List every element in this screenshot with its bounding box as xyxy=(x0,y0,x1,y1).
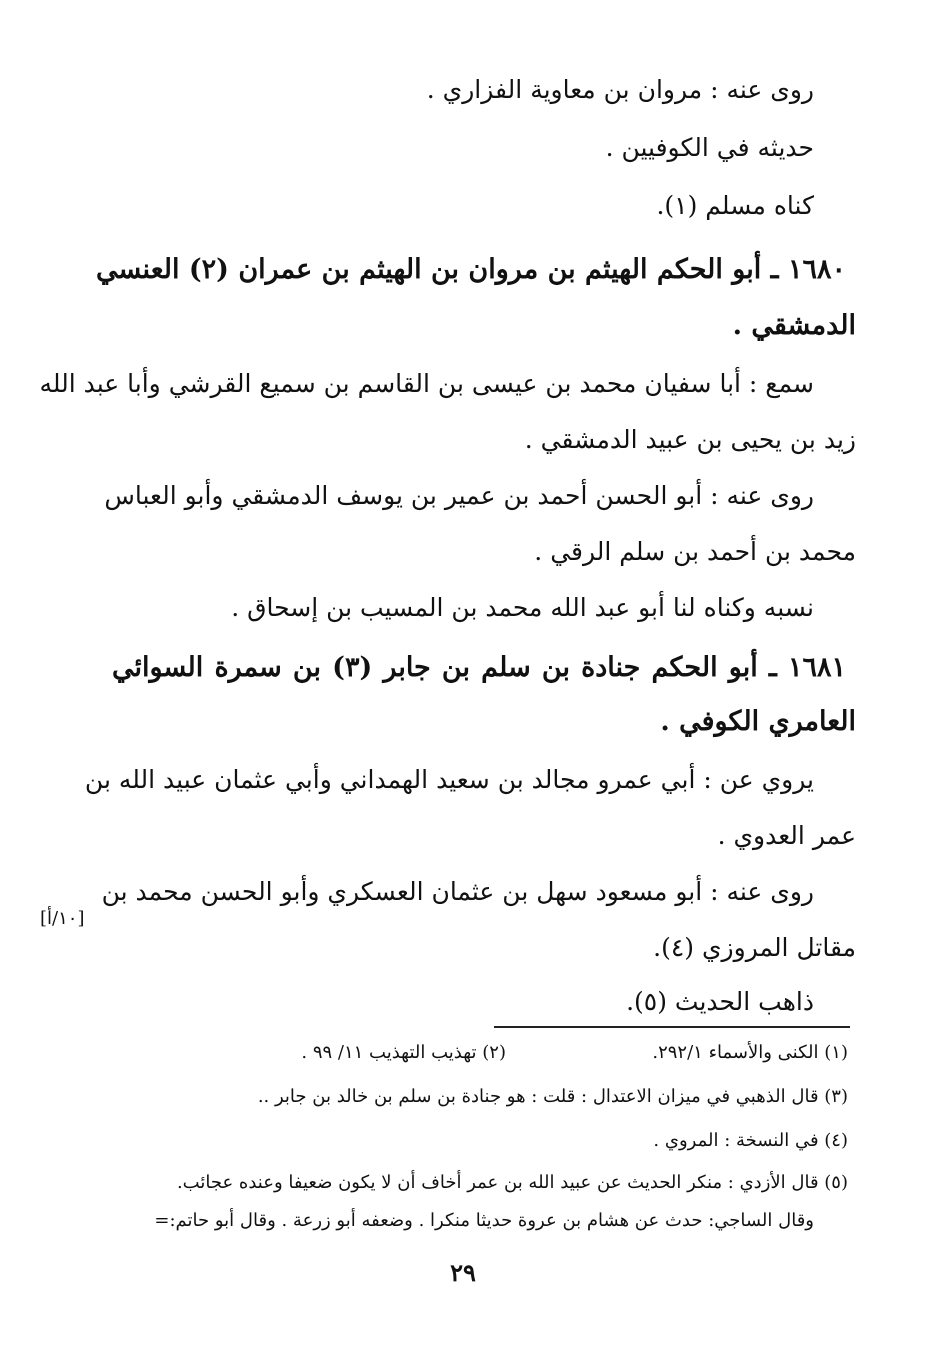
footnote-2: (٢) تهذيب التهذيب ١١/ ٩٩ . xyxy=(301,1042,506,1063)
footnote-1: (١) الكنى والأسماء ٢٩٢/١. xyxy=(652,1042,848,1063)
entry-heading-1681-line1: ١٦٨١ ـ أبو الحكم جنادة بن سلم بن جابر (٣) بن سمرة السوائي xyxy=(112,652,847,683)
margin-folio-note: [١٠/أ] xyxy=(40,908,85,929)
text-line-10: عمر العدوي . xyxy=(717,821,856,850)
page-number: ٢٩ xyxy=(450,1258,476,1287)
text-line-7: محمد بن أحمد بن سلم الرقي . xyxy=(534,537,856,566)
entry-heading-1680-line2: الدمشقي . xyxy=(732,310,856,341)
footnote-5-line1: (٥) قال الأزدي : منكر الحديث عن عبيد الله بن عمر أخاف أن لا يكون ضعيفا وعنده عجائب. xyxy=(176,1172,848,1193)
text-line-1: روى عنه : مروان بن معاوية الفزاري . xyxy=(426,75,814,104)
text-line-11: روى عنه : أبو مسعود سهل بن عثمان العسكري وأبو الحسن محمد بن xyxy=(101,877,814,906)
text-line-5: زيد بن يحيى بن عبيد الدمشقي . xyxy=(524,425,856,454)
footnote-5-line2: وقال الساجي: حدث عن هشام بن عروة حديثا منكرا . وضعفه أبو زرعة . وقال أبو حاتم:= xyxy=(154,1210,814,1231)
footnote-3: (٣) قال الذهبي في ميزان الاعتدال : قلت : هو جنادة بن سلم بن خالد بن جابر .. xyxy=(257,1086,848,1107)
text-line-2: حديثه في الكوفيين . xyxy=(605,133,814,162)
text-line-8: نسبه وكناه لنا أبو عبد الله محمد بن المسيب بن إسحاق . xyxy=(231,593,814,622)
text-line-9: يروي عن : أبي عمرو مجالد بن سعيد الهمداني وأبي عثمان عبيد الله بن xyxy=(84,765,814,794)
text-line-12: مقاتل المروزي (٤). xyxy=(653,933,856,962)
text-line-6: روى عنه : أبو الحسن أحمد بن عمير بن يوسف الدمشقي وأبو العباس xyxy=(104,481,814,510)
text-line-3: كناه مسلم (١). xyxy=(656,191,814,220)
text-line-4: سمع : أبا سفيان محمد بن عيسى بن القاسم بن سميع القرشي وأبا عبد الله xyxy=(39,369,814,398)
footnote-4: (٤) في النسخة : المروي . xyxy=(653,1130,848,1151)
footnote-separator xyxy=(494,1026,850,1028)
entry-heading-1680-line1: ١٦٨٠ ـ أبو الحكم الهيثم بن مروان بن الهيثم بن عمران (٢) العنسي xyxy=(95,254,846,285)
text-line-13: ذاهب الحديث (٥). xyxy=(626,987,814,1016)
entry-heading-1681-line2: العامري الكوفي . xyxy=(660,706,856,737)
